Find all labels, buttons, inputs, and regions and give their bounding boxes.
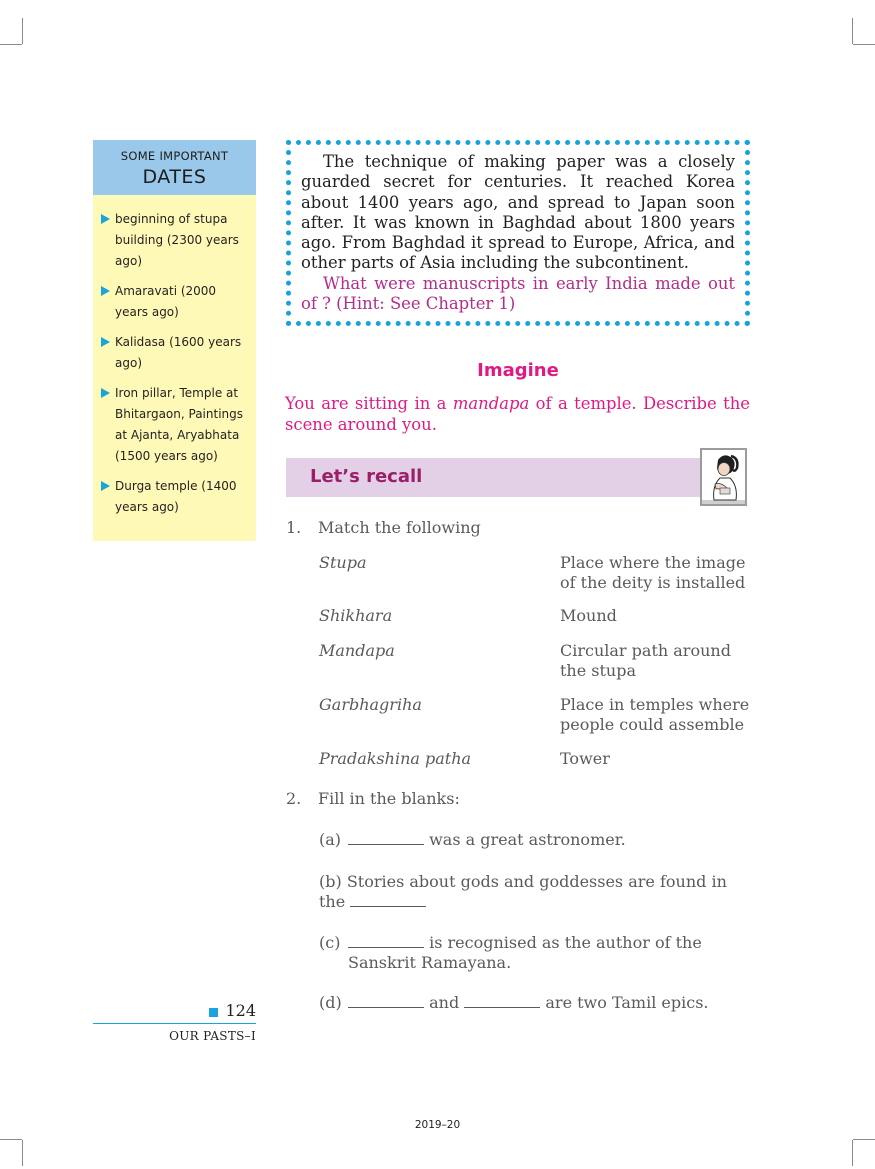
dates-header — [93, 140, 256, 195]
triangle-bullet-icon — [101, 481, 110, 491]
crop-mark — [0, 1139, 22, 1140]
q1-number: 1. — [286, 518, 302, 537]
dates-item — [101, 209, 250, 272]
q2d-label: (d) — [319, 993, 342, 1012]
q2d-line — [348, 993, 709, 1013]
match-left-item: Shikhara — [319, 606, 393, 625]
q2c-label: (c) — [319, 933, 341, 952]
dates-item — [101, 476, 250, 518]
crop-mark — [0, 44, 22, 45]
crop-mark — [22, 1140, 23, 1166]
match-right-item: Place where the image of the deity is installed — [560, 553, 746, 592]
match-left-item: Mandapa — [319, 641, 395, 660]
page-number: 124 — [225, 1001, 256, 1020]
q1-prompt: Match the following — [318, 518, 481, 537]
match-right-item: Circular path around the stupa — [560, 641, 731, 680]
crop-mark — [22, 18, 23, 44]
match-right-item: Tower — [560, 749, 610, 768]
triangle-bullet-icon — [101, 286, 110, 296]
dates-item-label: Durga temple (1400 years ago) — [115, 479, 237, 514]
q2-number: 2. — [286, 789, 302, 808]
dates-item — [101, 332, 250, 374]
answer-blank[interactable] — [350, 892, 426, 907]
page-number-marker-icon — [209, 1008, 218, 1017]
q2c-text: is recognised as the author of the Sanskrit Ramayana. — [348, 933, 702, 972]
footer-divider — [93, 1023, 256, 1024]
answer-blank[interactable] — [348, 830, 424, 845]
crop-mark — [852, 18, 853, 44]
imagine-text-part: You are sitting in a — [285, 394, 447, 413]
book-title: OUR PASTS–I — [169, 1029, 256, 1043]
q2a-label: (a) — [319, 830, 342, 849]
dates-item — [101, 281, 250, 323]
match-right-item: Place in temples where people could assemble — [560, 695, 750, 734]
answer-blank[interactable] — [464, 993, 540, 1008]
imagine-text-part: of a temple. Describe the scene around you. — [285, 394, 750, 434]
paper-history-box — [286, 140, 750, 326]
q2a-line — [348, 830, 626, 850]
imagine-text — [285, 393, 750, 435]
crop-mark — [853, 1139, 875, 1140]
dates-item-label: Iron pillar, Temple at Bhitargaon, Paintings at Ajanta, Aryabhata (1500 years ago) — [115, 386, 244, 463]
girl-thinking-icon — [700, 448, 747, 506]
match-right-item: Mound — [560, 606, 617, 625]
lets-recall-bar — [286, 458, 700, 497]
q2b-label: (b) — [319, 872, 342, 891]
q2b-text: Stories about gods and goddesses are found in the — [319, 872, 727, 911]
dates-subtitle: SOME IMPORTANT — [120, 149, 229, 163]
q2d-mid: and — [429, 993, 460, 1012]
match-left-item: Stupa — [319, 553, 367, 572]
match-left-item: Pradakshina patha — [319, 749, 472, 768]
paper-paragraph: The technique of making paper was a closely guarded secret for centuries. It reached Korea about 1400 years ago, and spread to Japan soon after. It was known in Baghdad about 1800 years ago. From Baghdad it spread to Europe, Africa, and other parts of Asia including the subcontinent. — [301, 152, 735, 273]
q2-prompt: Fill in the blanks: — [318, 789, 460, 808]
dates-item-label: Kalidasa (1600 years ago) — [115, 335, 242, 370]
triangle-bullet-icon — [101, 214, 110, 224]
edition-year: 2019–20 — [414, 1119, 461, 1131]
triangle-bullet-icon — [101, 337, 110, 347]
q2b-line — [319, 872, 739, 911]
q2c-line — [348, 933, 718, 972]
paper-question: What were manuscripts in early India made out of ? (Hint: See Chapter 1) — [301, 273, 735, 314]
dates-item — [101, 383, 250, 467]
lets-recall-heading: Let’s recall — [310, 466, 423, 487]
crop-mark — [852, 1140, 853, 1166]
match-left-item: Garbhagriha — [319, 695, 422, 714]
triangle-bullet-icon — [101, 388, 110, 398]
dates-list — [93, 195, 256, 518]
q2a-text: was a great astronomer. — [429, 830, 626, 849]
dates-title: DATES — [142, 166, 207, 188]
q2d-text: are two Tamil epics. — [545, 993, 709, 1012]
important-dates-box — [93, 140, 256, 541]
imagine-heading: Imagine — [477, 360, 559, 381]
answer-blank[interactable] — [348, 933, 424, 948]
imagine-text-italic: mandapa — [452, 394, 530, 413]
dates-item-label: Amaravati (2000 years ago) — [115, 284, 217, 319]
answer-blank[interactable] — [348, 993, 424, 1008]
crop-mark — [853, 44, 875, 45]
dates-item-label: beginning of stupa building (2300 years ago) — [115, 212, 239, 268]
